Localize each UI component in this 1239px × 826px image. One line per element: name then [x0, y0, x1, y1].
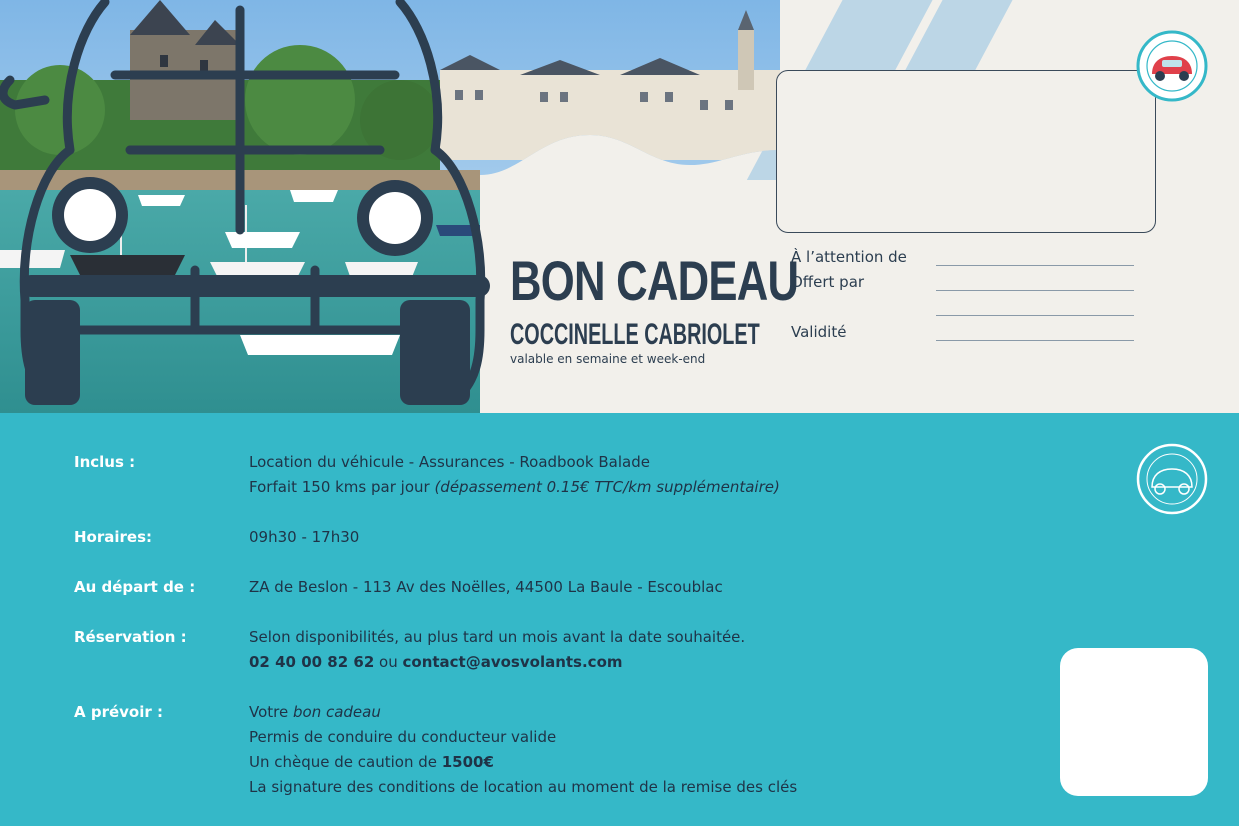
- validity-label: Validité: [791, 323, 847, 341]
- voucher-title: BON CADEAU: [510, 249, 799, 312]
- bring-line-1: [249, 703, 381, 721]
- email-address[interactable]: contact@avosvolants.com: [402, 653, 623, 671]
- brand-logo-secondary: [1132, 437, 1212, 517]
- voucher-subtitle: COCCINELLE CABRIOLET: [510, 318, 760, 351]
- offered-by-line[interactable]: [936, 290, 1134, 291]
- bring-line-2: Permis de conduire du conducteur valide: [249, 728, 557, 746]
- bring-line-3-text: Un chèque de caution de: [249, 753, 442, 771]
- reservation-contact: [249, 653, 623, 671]
- hours-label: Horaires:: [74, 528, 153, 546]
- included-line-2: [249, 478, 780, 496]
- included-line-2-note: (dépassement 0.15€ TTC/km supplémentaire): [434, 478, 780, 496]
- departure-label: Au départ de :: [74, 578, 196, 596]
- bring-line-1-text: Votre: [249, 703, 293, 721]
- included-line-1: Location du véhicule - Assurances - Roadbook Balade: [249, 453, 650, 471]
- bring-label: A prévoir :: [74, 703, 163, 721]
- included-label: Inclus :: [74, 453, 136, 471]
- outline-beetle-car-logo-icon: [1132, 437, 1212, 517]
- validity-note: valable en semaine et week-end: [510, 352, 706, 366]
- deposit-amount: 1500€: [441, 753, 494, 771]
- included-line-2-text: Forfait 150 kms par jour: [249, 478, 435, 496]
- bring-line-4: La signature des conditions de location au moment de la remise des clés: [249, 778, 798, 796]
- stamp-box: [1060, 648, 1208, 796]
- bring-line-1-italic: bon cadeau: [293, 703, 381, 721]
- brand-logo: [1132, 24, 1212, 104]
- validity-line[interactable]: [936, 340, 1134, 341]
- voucher-info-section: [0, 413, 1239, 826]
- bring-line-3: [249, 753, 494, 771]
- reservation-label: Réservation :: [74, 628, 187, 646]
- red-beetle-car-logo-icon: [1132, 24, 1212, 104]
- contact-separator: ou: [374, 653, 403, 671]
- hours-value: 09h30 - 17h30: [249, 528, 360, 546]
- address-window: [776, 70, 1156, 233]
- reservation-line-1: Selon disponibilités, au plus tard un mois avant la date souhaitée.: [249, 628, 746, 646]
- attention-label: À l’attention de: [791, 248, 907, 266]
- departure-value: ZA de Beslon - 113 Av des Noëlles, 44500 La Baule - Escoublac: [249, 578, 723, 596]
- offered-by-label: Offert par: [791, 273, 865, 291]
- phone-number[interactable]: 02 40 00 82 62: [249, 653, 375, 671]
- blank-line[interactable]: [936, 315, 1134, 316]
- attention-line[interactable]: [936, 265, 1134, 266]
